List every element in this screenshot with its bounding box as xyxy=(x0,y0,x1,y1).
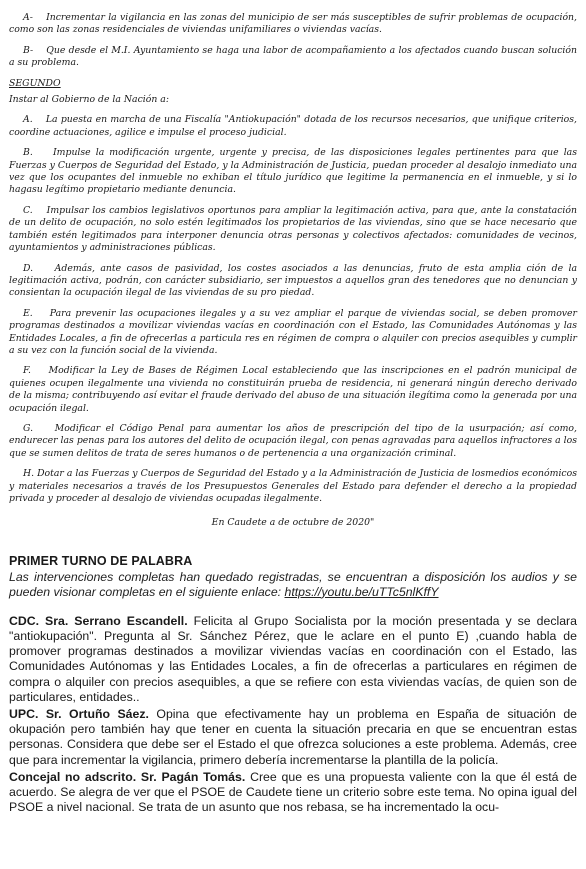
item-label: B. xyxy=(23,147,33,159)
item-text: Que desde el M.I. Ayuntamiento se haga una labor de acompañamiento a los afectados cuando buscan solución a su problema. xyxy=(9,44,577,69)
item-text: La puesta en marcha de una Fiscalía "Antiokupación" dotada de los recursos necesarios, que unifique criterios, coordine actuaciones, agilice e impulse el proceso judicial. xyxy=(9,114,578,138)
date-line: En Caudete a de octubre de 2020" xyxy=(211,517,375,529)
section-intro: Instar al Gobierno de la Nación a: xyxy=(9,94,169,106)
item-label: D. xyxy=(23,262,34,274)
motion-item-f xyxy=(9,365,577,415)
item-text: Incrementar la vigilancia en las zonas del municipio de ser más susceptibles de sufrir problemas de ocupación, como son las zonas residenciales de viviendas unifamiliares o viviendas vacías. xyxy=(9,12,577,36)
speaker-text: Cree que es una propuesta valiente con la que él está de acuerdo. Se alegra de ver que el PSOE de Caudete tiene un criterio sobre este tema. No opina igual del PSOE a nivel nacional. Se trata de un asunto que nos rebasa, se ha incrementado la ocu- xyxy=(9,769,577,815)
item-label: A- xyxy=(23,12,33,23)
video-link[interactable]: https://youtu.be/uTTc5nlKffY xyxy=(284,584,439,599)
speaker-name: UPC. Sr. Ortuño Sáez. xyxy=(9,707,149,722)
item-label: A. xyxy=(23,114,33,126)
motion-item-first-a xyxy=(9,12,577,37)
speaker-pagan xyxy=(9,770,577,816)
motion-item-a xyxy=(9,114,577,139)
motion-item-b xyxy=(9,147,577,197)
item-text: Impulsar los cambios legislativos oportunos para ampliar la legitimación activa, para que, ante la constatación de un delito de ocupación, no solo estén legitimados los propietarios de las viviendas, sino que se hace necesario que también estén legitimados para interponer denuncia otras personas y colectivos afectados: comunidades de vecinos, ayuntamientos y administraciones públicas. xyxy=(9,204,577,254)
speaker-text: Felicita al Grupo Socialista por la moción presentada y se declara "antiokupación". Pregunta al Sr. Sánchez Pérez, que le aclare en el punto E) ,cuando habla de promover programas destinados a movilizar viviendas vacías en coordinación con el Estado, las Comunidades Autónomas y las Entidades Locales, a fin de ofrecerlas a particulares en régimen de compra o alquiler con precios asequibles, a que se refiere con esta viviendas vacías, de quien son de particulares, entidades.. xyxy=(9,613,577,704)
recording-notice xyxy=(9,570,577,600)
motion-item-g xyxy=(9,423,577,460)
speaker-ortuno xyxy=(9,707,577,768)
item-label: C. xyxy=(23,204,33,216)
section-title: SEGUNDO xyxy=(9,77,61,89)
speaker-name: CDC. Sra. Serrano Escandell. xyxy=(9,613,188,628)
motion-item-h: H. Dotar a las Fuerzas y Cuerpos de Seguridad del Estado y a la Administración de Justicia de losmedios económicos y materiales necesarios a través de los Presupuestos Generales del Estado para defender el derecho a la propiedad privada y proceder al desalojo de viviendas ocupadas ilegalmente. xyxy=(9,468,577,504)
item-text: Impulse la modificación urgente, urgente y precisa, de las disposiciones legales pertinentes para que las Fuerzas y Cuerpos de Seguridad del Estado, y la Administración de Justicia, puedan proceder al desalojo inmediato una vez que los ocupantes del inmueble no exhiban el título jurídico que legitime la permanencia en el inmueble, y si lo hagasu legítimo propietario mediante denuncia. xyxy=(9,147,577,196)
item-text: Modificar el Código Penal para aumentar los años de prescripción del tipo de la usurpación; así como, endurecer las penas para los autores del delito de ocupación ilegal, con penas agravadas para aquellos infractores a los que se sumen delitos de trata de seres humanos o de pertenencia a una organización criminal. xyxy=(9,422,577,459)
motion-item-d xyxy=(9,263,577,300)
item-label: F. xyxy=(23,365,31,377)
motion-item-e xyxy=(9,308,577,358)
motion-item-first-b xyxy=(9,45,577,70)
motion-item-c xyxy=(9,205,577,255)
item-text: Modificar la Ley de Bases de Régimen Local estableciendo que las inscripciones en el padrón municipal de quienes ocupen ilegalmente una vivienda no constituirán prueba de residencia, ni generará ningún derecho derivado de la misma; contribuyendo así evitar el fraude derivado del abuso de una situación ilegítima como la generada por una ocupación ilegal. xyxy=(9,365,577,414)
speaker-serrano xyxy=(9,614,577,705)
speaker-name: Concejal no adscrito. Sr. Pagán Tomás. xyxy=(9,769,246,784)
turn-heading: PRIMER TURNO DE PALABRA xyxy=(9,553,193,568)
motion-text xyxy=(9,12,577,530)
item-text: Además, ante casos de pasividad, los costes asociados a las denuncias, fruto de esta amplia ción de la legitimación activa, podrán, con carácter subsidiario, ser impuestos a aquellos gran des tenedores que no denuncian y consientan la ocupación ilegal de las viviendas de su pro piedad. xyxy=(9,262,577,299)
item-label: B- xyxy=(23,44,34,56)
notice-text: Las intervenciones completas han quedado registradas, se encuentran a disposición los audios y se pueden visionar completas en el siguiente enlace: xyxy=(9,569,577,599)
item-label: E. xyxy=(23,307,33,319)
item-text: Para prevenir las ocupaciones ilegales y a su vez ampliar el parque de viviendas social, se deben promover programas destinados a movilizar viviendas vacías en coordinación con el Estado, las Comunidades Autónomas y las Entidades Locales, a fin de ofrecerlas a particula res en régimen de compra o alquiler con precios asequibles y cumplir a su vez con la función social de la vivienda. xyxy=(9,307,578,356)
turn-section xyxy=(9,554,577,816)
speaker-text: Opina que efectivamente hay un problema en España de situación de okupación pero también hay que tener en cuenta la situación precaria en que se encuentran estas personas. Considera que debe ser el Estado el que ofrezca soluciones a este problema. Además, cree que para incrementar la vigilancia, primero debería incrementarse la plantilla de la policía. xyxy=(9,707,577,767)
item-label: G. xyxy=(23,422,34,434)
